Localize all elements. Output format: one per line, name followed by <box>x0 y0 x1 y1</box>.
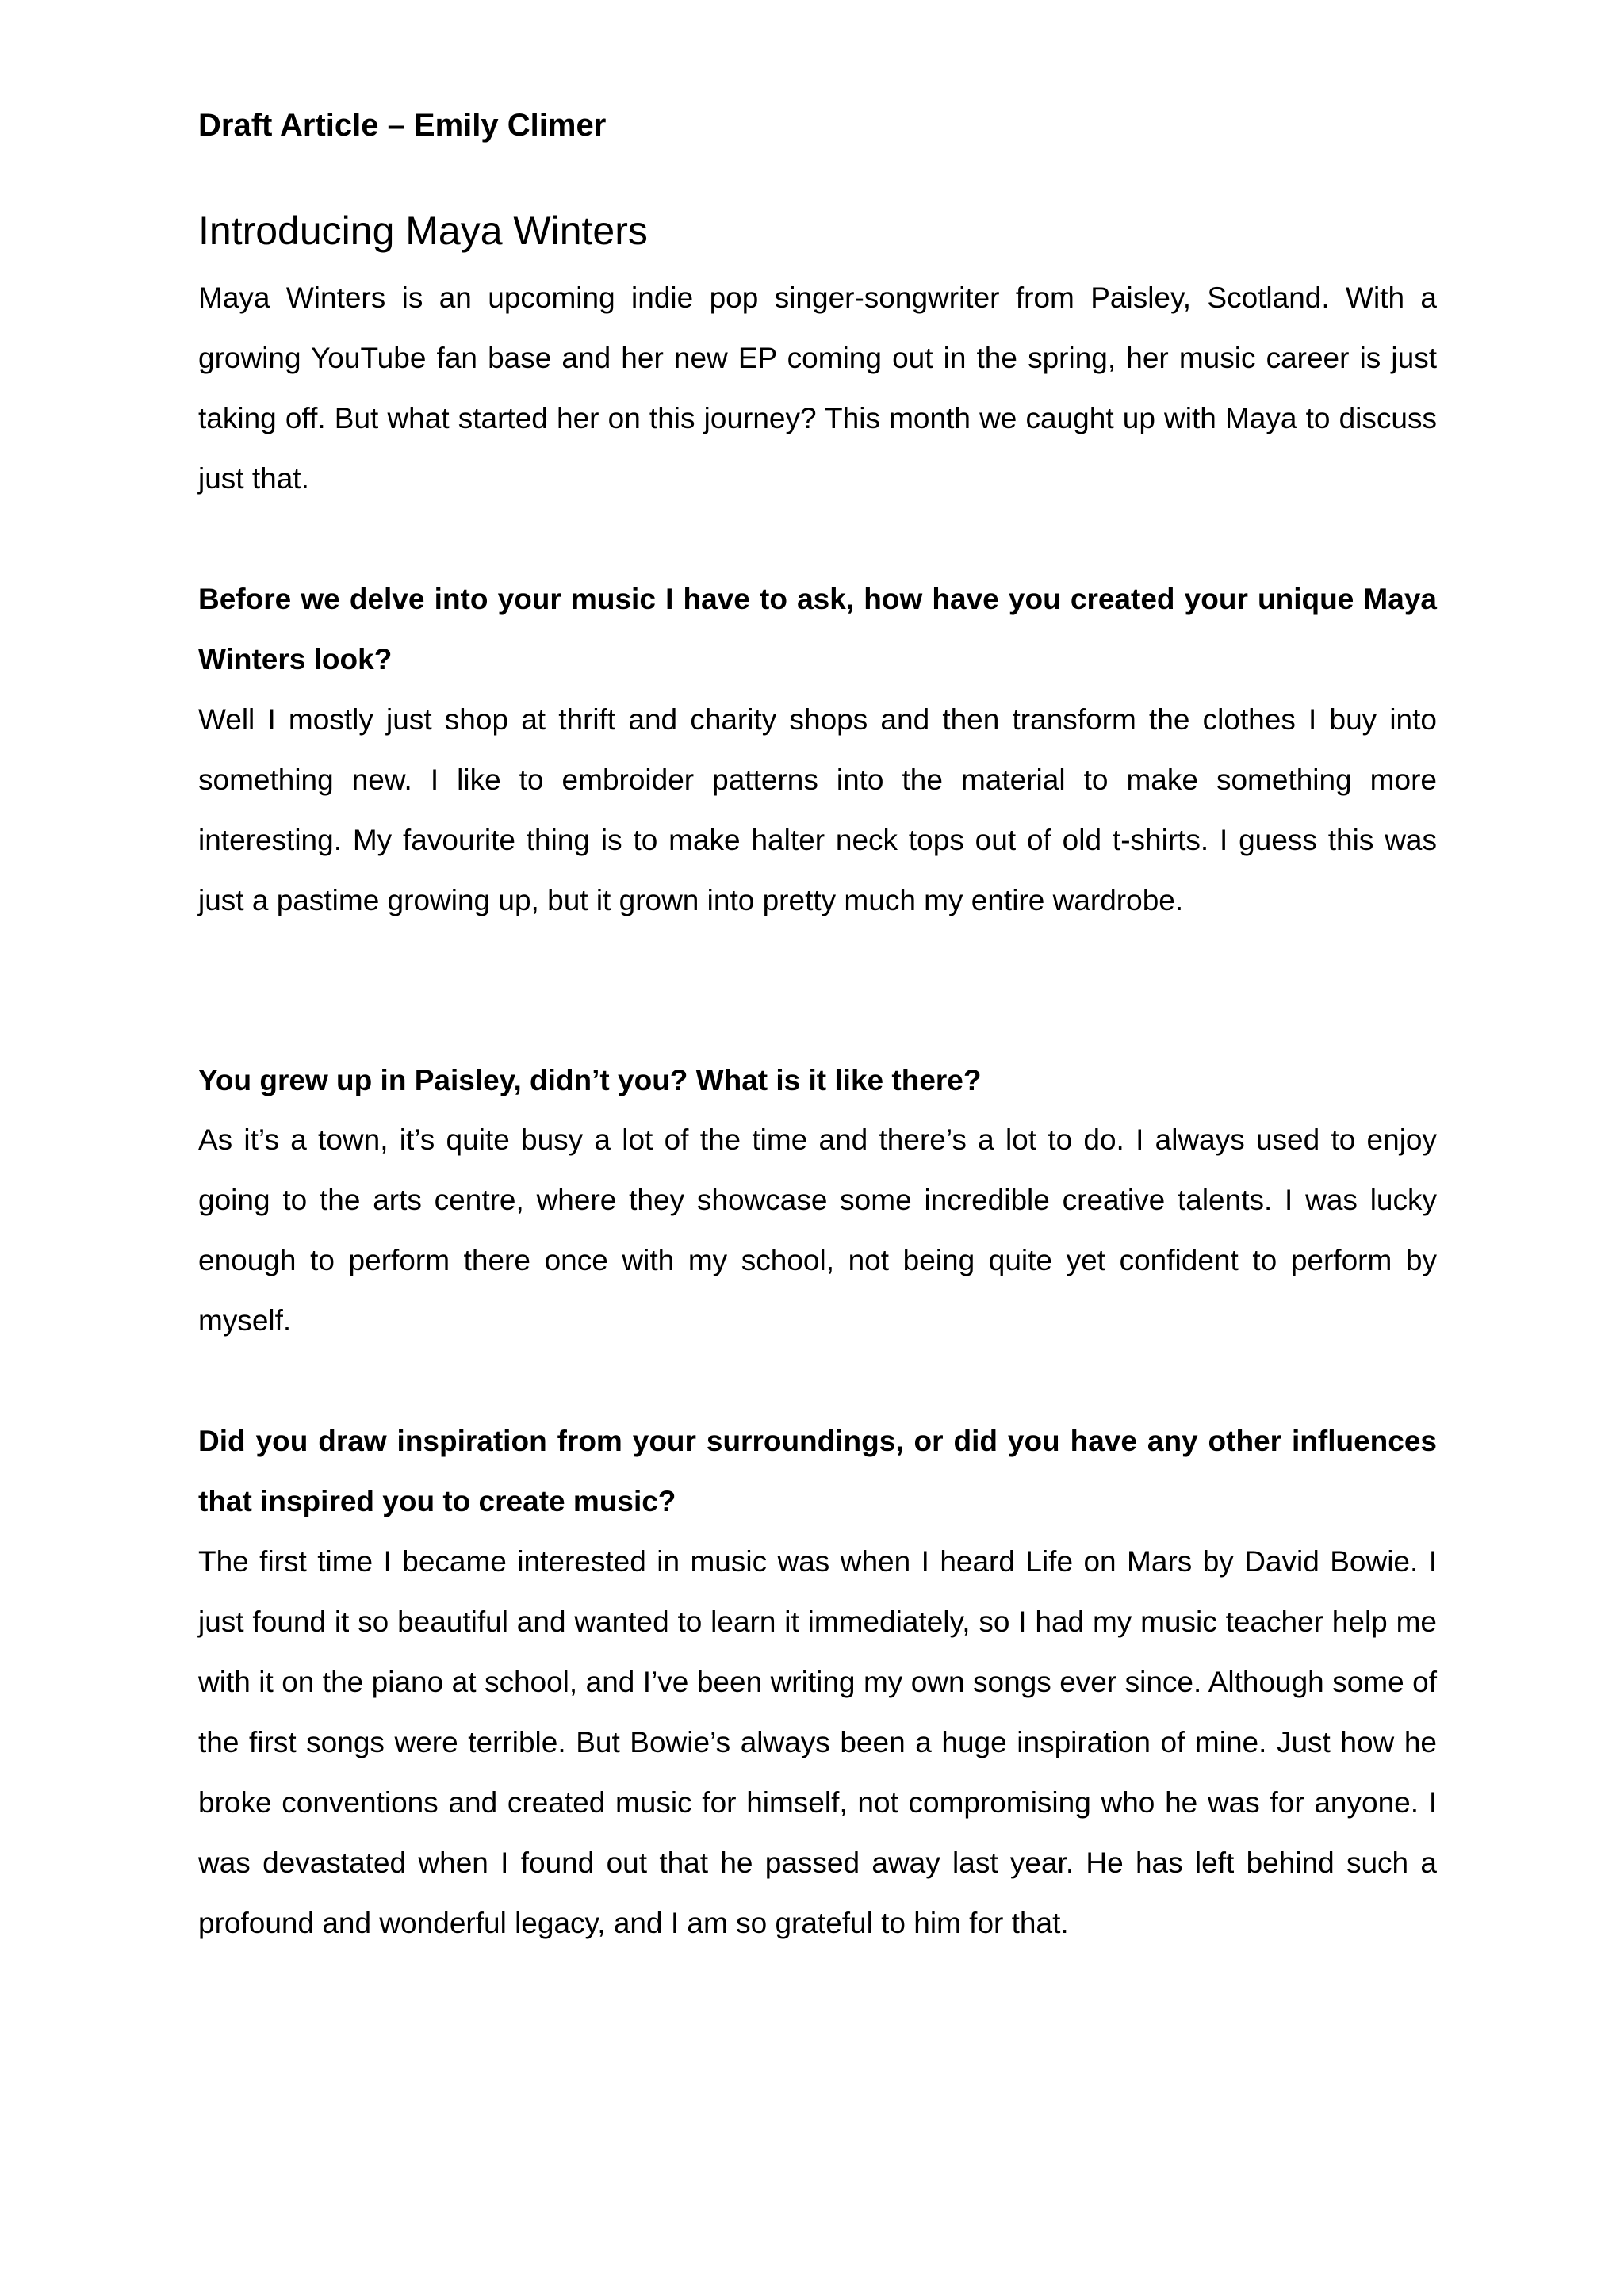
answer-3: The first time I became interested in music was when I heard Life on Mars by David Bowie. I just found it so beautiful and wanted to learn it immediately, so I had my music teacher help me with it on the piano at school, and I’ve been writing my own songs ever since. Although some of the first songs were terrible. But Bowie’s always been a huge inspiration of mine. Just how he broke conventions and created music for himself, not compromising who he was for anyone. I was devastated when I found out that he passed away last year. He has left behind such a profound and wonderful legacy, and I am so grateful to him for that. <box>198 1545 1437 1939</box>
answer-2: As it’s a town, it’s quite busy a lot of the time and there’s a lot to do. I always used to enjoy going to the arts centre, where they showcase some incredible creative talents. I was lucky enough to perform there once with my school, not being quite yet confident to perform by myself. <box>198 1123 1437 1337</box>
question-3: Did you draw inspiration from your surroundings, or did you have any other influences that inspired you to create music? <box>198 1425 1437 1517</box>
answer-1: Well I mostly just shop at thrift and charity shops and then transform the clothes I buy into something new. I like to embroider patterns into the material to make something more interesting. My favourite thing is to make halter neck tops out of old t-shirts. I guess this was just a pastime growing up, but it grown into pretty much my entire wardrobe. <box>198 703 1437 916</box>
question-1: Before we delve into your music I have to ask, how have you created your unique Maya Winters look? <box>198 583 1437 675</box>
intro-paragraph: Maya Winters is an upcoming indie pop singer-songwriter from Paisley, Scotland. With a growing YouTube fan base and her new EP coming out in the spring, her music career is just taking off. But what started her on this journey? This month we caught up with Maya to discuss just that. <box>198 281 1437 495</box>
article-title: Introducing Maya Winters <box>198 209 648 253</box>
question-2: You grew up in Paisley, didn’t you? What is it like there? <box>198 1064 982 1096</box>
document-label: Draft Article – Emily Climer <box>198 108 607 143</box>
